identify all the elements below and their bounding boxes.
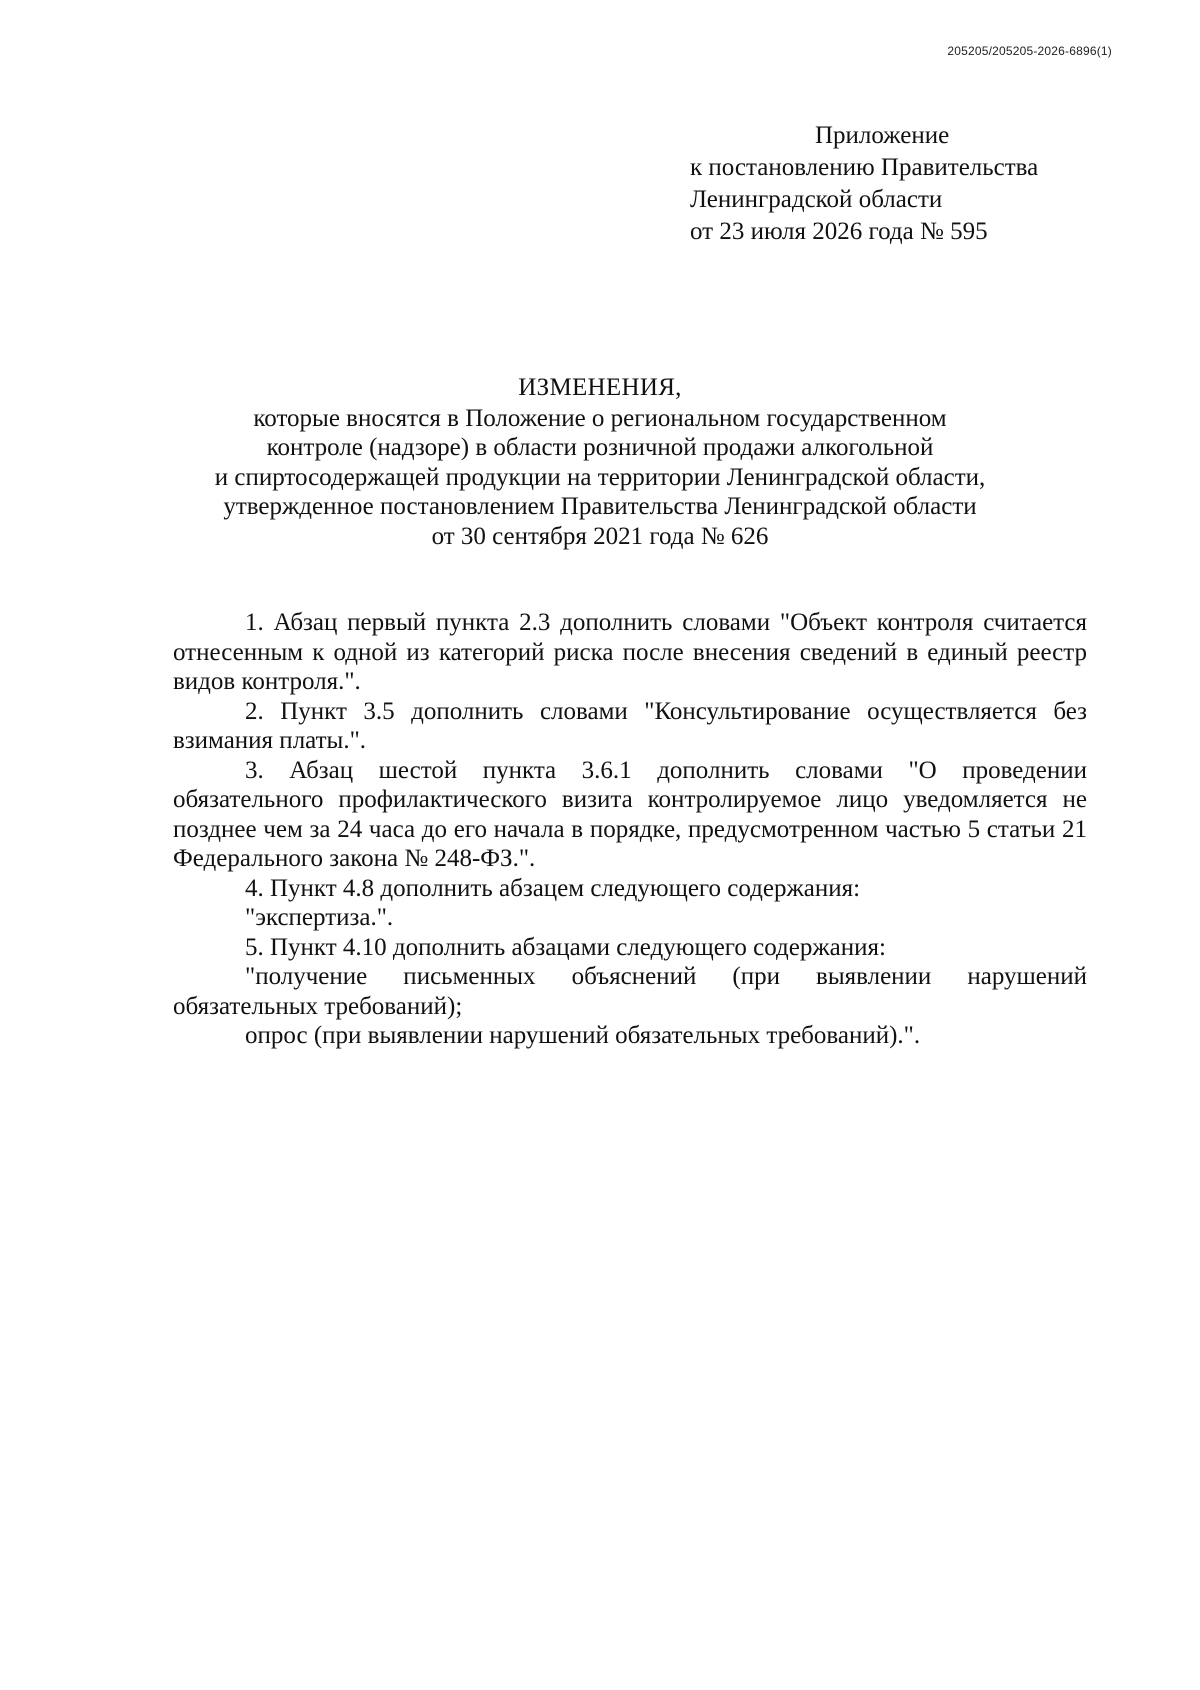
appendix-header — [690, 120, 1110, 248]
paragraph: "получение письменных объяснений (при выявлении нарушений обязательных требований); — [173, 963, 1087, 1020]
paragraph: 5. Пункт 4.10 дополнить абзацами следующего содержания: — [245, 933, 886, 961]
paragraph: 3. Абзац шестой пункта 3.6.1 дополнить словами "О проведении обязательного профилактического визита контролируемое лицо уведомляется не позднее чем за 24 часа до его начала в порядке, предусмотренном частью 5 статьи 21 Федерального закона № 248-ФЗ.". — [173, 756, 1087, 872]
document-id: 205205/205205-2026-6896(1) — [947, 44, 1112, 58]
title-line: которые вносятся в Положение о региональном государственном — [253, 404, 947, 432]
title-line: и спиртосодержащей продукции на территории Ленинградской области, — [214, 463, 986, 491]
paragraph: опрос (при выявлении нарушений обязательных требований).". — [245, 1022, 921, 1049]
document-body — [173, 608, 1087, 1051]
title-line: контроле (надзоре) в области розничной продажи алкогольной — [266, 434, 934, 461]
title-heading: ИЗМЕНЕНИЯ, — [518, 374, 682, 401]
paragraph: 1. Абзац первый пункта 2.3 дополнить словами "Объект контроля считается отнесенным к одной из категорий риска после внесения сведений в единый реестр видов контроля.". — [173, 609, 1087, 695]
paragraph: 4. Пункт 4.8 дополнить абзацем следующего содержания: — [245, 874, 861, 902]
appendix-line: Приложение — [815, 122, 950, 149]
appendix-line: от 23 июля 2026 года № 595 — [690, 218, 988, 245]
appendix-line: Ленинградской области — [690, 186, 943, 213]
document-title — [120, 373, 1080, 551]
paragraph: "экспертиза.". — [245, 904, 394, 931]
paragraph: 2. Пункт 3.5 дополнить словами "Консультирование осуществляется без взимания платы.". — [173, 697, 1087, 754]
title-line: утвержденное постановлением Правительства Ленинградской области — [223, 493, 977, 520]
appendix-line: к постановлению Правительства — [690, 154, 1039, 181]
title-line: от 30 сентября 2021 года № 626 — [431, 522, 769, 550]
